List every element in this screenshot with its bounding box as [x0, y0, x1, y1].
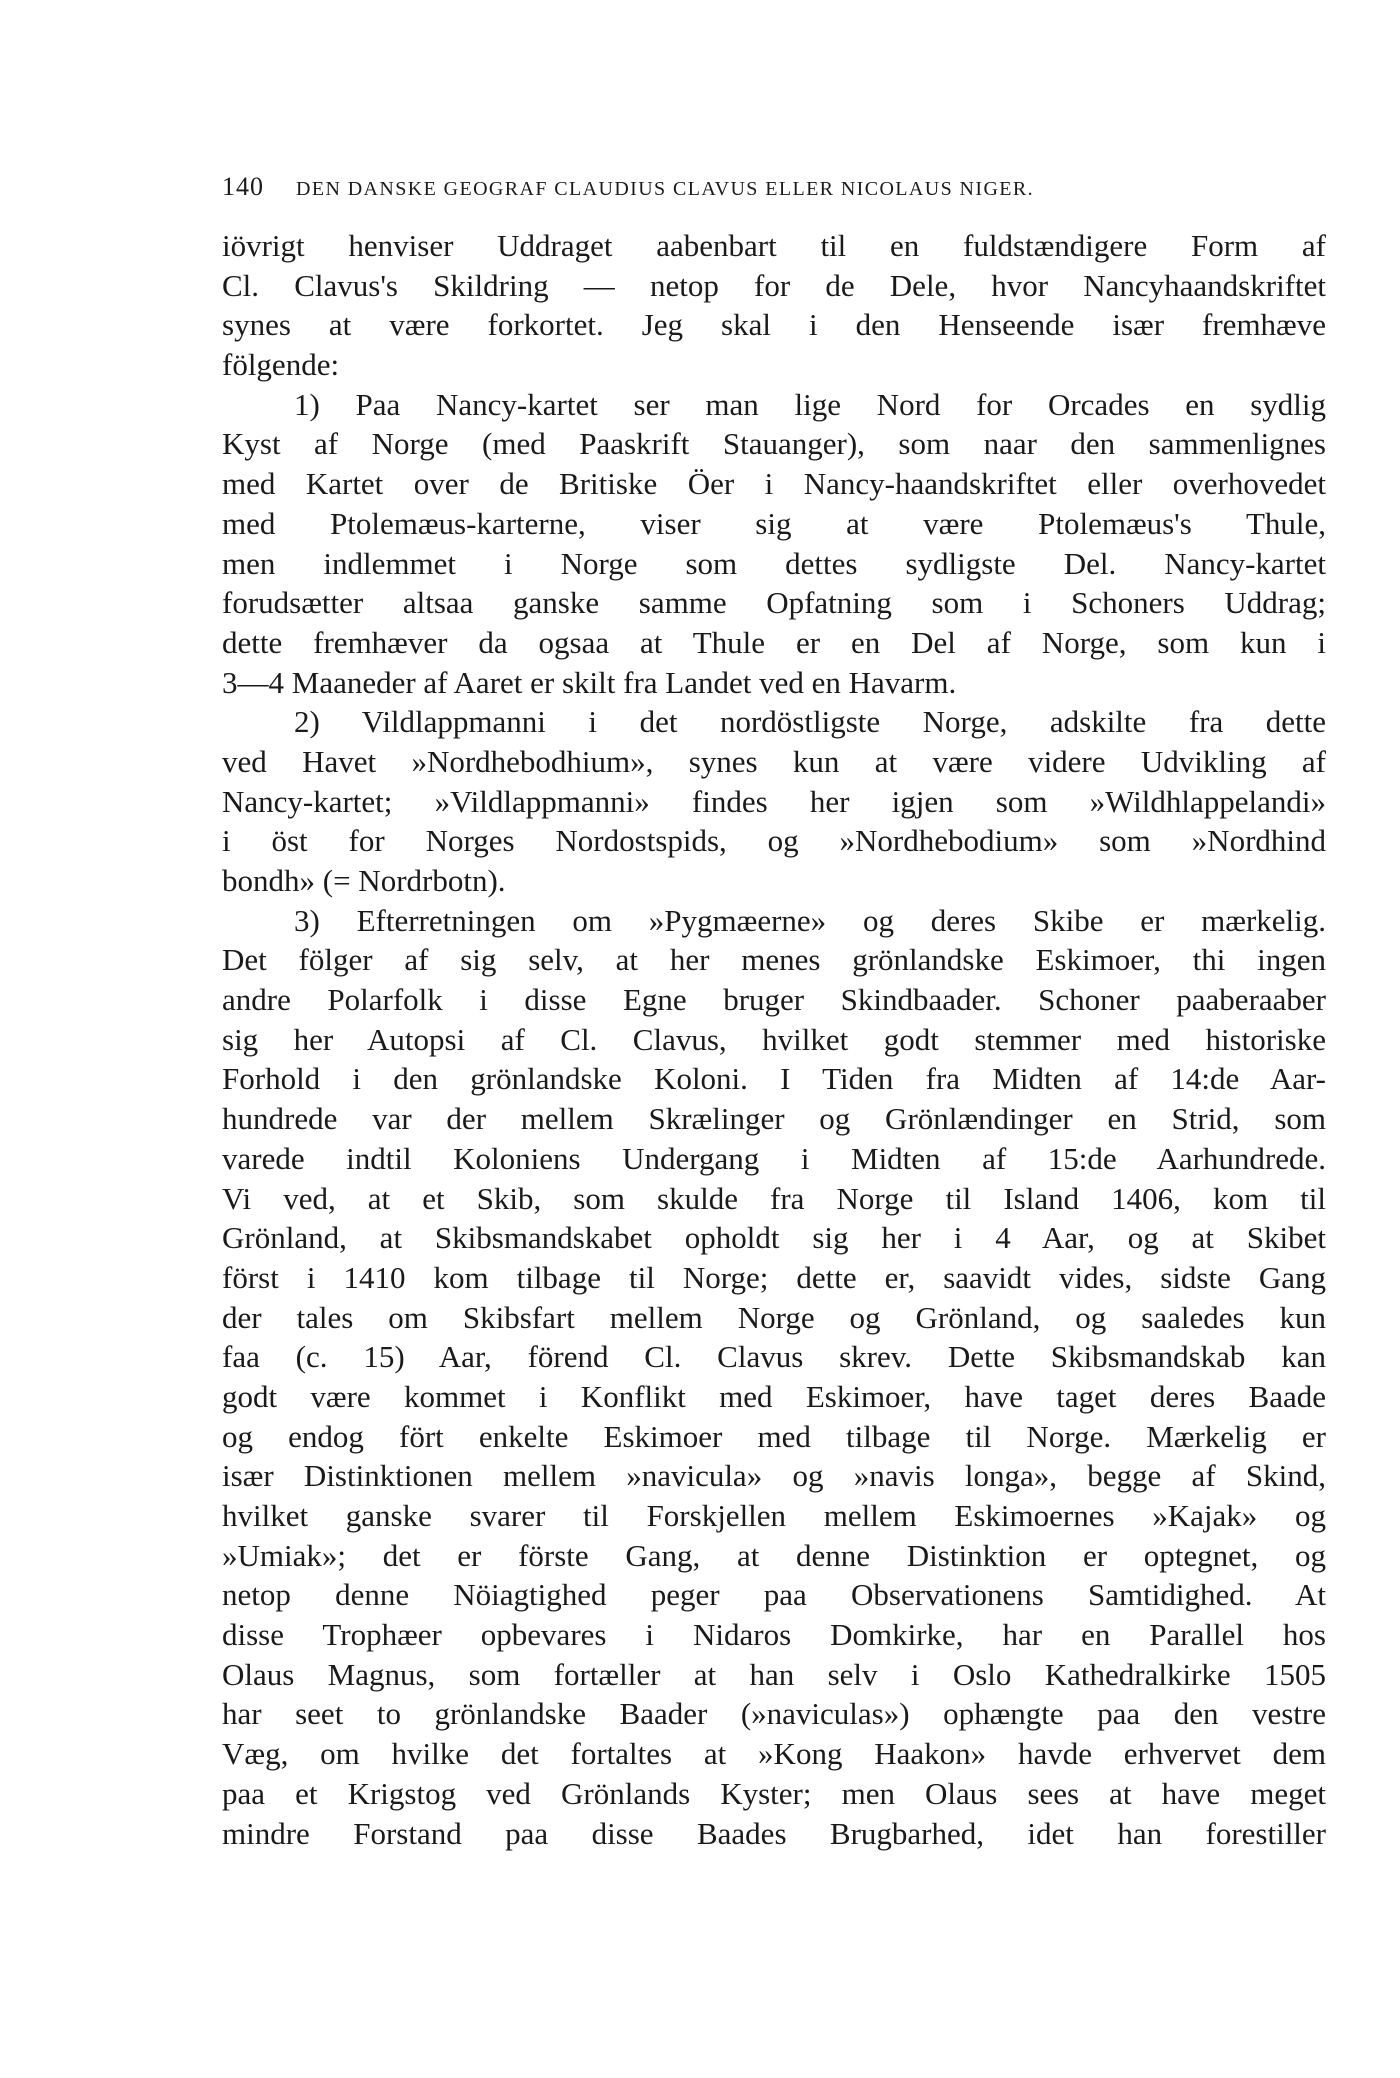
text-line: sig her Autopsi af Cl. Clavus, hvilket godt stemmer med historiske: [222, 1021, 1326, 1057]
text-line: ved Havet »Nordhebodhium», synes kun at være videre Udvikling af: [222, 743, 1326, 779]
text-line: Nancy-kartet; »Vildlappmanni» findes her igjen som »Wildhlappelandi»: [222, 783, 1326, 819]
text-line: i öst for Norges Nordostspids, og »Nordhebodium» som »Nordhind: [222, 823, 1326, 859]
text-line: har seet to grönlandske Baader (»naviculas») ophængte paa den vestre: [222, 1696, 1326, 1732]
text-line: hundrede var der mellem Skrælinger og Grönlændinger en Strid, som: [222, 1101, 1326, 1137]
text-line: disse Trophæer opbevares i Nidaros Domkirke, har en Parallel hos: [222, 1617, 1326, 1653]
text-line: 3) Efterretningen om »Pygmæerne» og deres Skibe er mærkelig.: [294, 902, 1326, 938]
text-line: Det fölger af sig selv, at her menes grönlandske Eskimoer, thi ingen: [222, 942, 1326, 978]
text-line: men indlemmet i Norge som dettes sydligste Del. Nancy-kartet: [222, 545, 1326, 581]
text-line: iövrigt henviser Uddraget aabenbart til en fuldstændigere Form af: [222, 228, 1326, 263]
text-line: »Umiak»; det er förste Gang, at denne Distinktion er optegnet, og: [222, 1537, 1326, 1573]
text-line: fölgende:: [222, 347, 340, 383]
body-text: [222, 226, 1326, 1853]
text-line: Olaus Magnus, som fortæller at han selv i Oslo Kathedralkirke 1505: [222, 1656, 1326, 1692]
text-line: især Distinktionen mellem »navicula» og »navis longa», begge af Skind,: [222, 1458, 1326, 1494]
text-line: paa et Krigstog ved Grönlands Kyster; men Olaus sees at have meget: [222, 1775, 1326, 1811]
text-line: Forhold i den grönlandske Koloni. I Tiden fra Midten af 14:de Aar-: [222, 1061, 1326, 1097]
text-line: godt være kommet i Konflikt med Eskimoer, have taget deres Baade: [222, 1378, 1326, 1414]
text-line: med Kartet over de Britiske Öer i Nancy-haandskriftet eller overhovedet: [222, 466, 1326, 502]
page-number: 140: [222, 172, 264, 201]
text-line: og endog fört enkelte Eskimoer med tilbage til Norge. Mærkelig er: [222, 1418, 1326, 1454]
text-line: der tales om Skibsfart mellem Norge og Grönland, og saaledes kun: [222, 1299, 1326, 1335]
text-line: Vi ved, at et Skib, som skulde fra Norge til Island 1406, kom til: [222, 1180, 1326, 1216]
text-line: forudsætter altsaa ganske samme Opfatning som i Schoners Uddrag;: [222, 585, 1326, 621]
running-title: DEN DANSKE GEOGRAF CLAUDIUS CLAVUS ELLER NICOLAUS NIGER.: [296, 178, 1035, 200]
text-line: netop denne Nöiagtighed peger paa Observationens Samtidighed. At: [222, 1577, 1326, 1613]
text-line: Kyst af Norge (med Paaskrift Stauanger), som naar den sammenlignes: [222, 426, 1326, 462]
text-line: mindre Forstand paa disse Baades Brugbarhed, idet han forestiller: [222, 1815, 1326, 1851]
text-line: hvilket ganske svarer til Forskjellen mellem Eskimoernes »Kajak» og: [222, 1498, 1326, 1533]
page-header: [222, 172, 1322, 202]
text-line: 2) Vildlappmanni i det nordöstligste Norge, adskilte fra dette: [294, 704, 1326, 740]
text-line: Cl. Clavus's Skildring — netop for de Dele, hvor Nancyhaandskriftet: [222, 267, 1326, 303]
text-line: synes at være forkortet. Jeg skal i den Henseende især fremhæve: [222, 307, 1326, 343]
text-line: varede indtil Koloniens Undergang i Midten af 15:de Aarhundrede.: [222, 1140, 1326, 1176]
text-line: bondh» (= Nordrbotn).: [222, 863, 506, 898]
text-line: 3—4 Maaneder af Aaret er skilt fra Landet ved en Havarm.: [222, 664, 957, 700]
text-line: Grönland, at Skibsmandskabet opholdt sig her i 4 Aar, og at Skibet: [222, 1220, 1326, 1256]
text-line: 1) Paa Nancy-kartet ser man lige Nord for Orcades en sydlig: [294, 386, 1326, 422]
text-line: först i 1410 kom tilbage til Norge; dette er, saavidt vides, sidste Gang: [222, 1259, 1326, 1295]
text-line: Væg, om hvilke det fortaltes at »Kong Haakon» havde erhvervet dem: [222, 1736, 1326, 1772]
text-line: dette fremhæver da ogsaa at Thule er en Del af Norge, som kun i: [222, 624, 1326, 660]
text-line: med Ptolemæus-karterne, viser sig at være Ptolemæus's Thule,: [222, 505, 1326, 541]
text-line: andre Polarfolk i disse Egne bruger Skindbaader. Schoner paaberaaber: [222, 982, 1326, 1018]
text-line: faa (c. 15) Aar, förend Cl. Clavus skrev. Dette Skibsmandskab kan: [222, 1339, 1326, 1375]
